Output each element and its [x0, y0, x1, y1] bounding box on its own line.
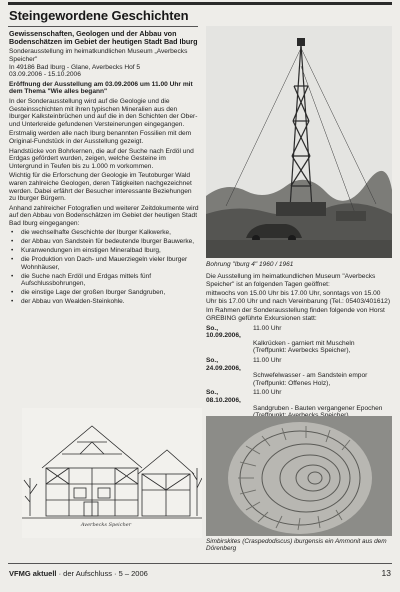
- paragraph-1: In der Sonderausstellung wird auf die Geologie und die Gesteinsschichten mit ihren typischen Mineralien aus den Iburger Kalksteinbrüchen und auf die in den Schichten der Ober- und Unterkreide gefundenen Versteinerungen eingegangen.: [9, 97, 198, 128]
- excursion-meeting-point: (Treffpunkt: Offenes Holz),: [253, 379, 331, 387]
- excursion-date: So., 08.10.2006,: [206, 389, 241, 404]
- footer-rule: [8, 563, 392, 564]
- list-item: • Kuranwendungen im einstigen Mineralbad Iburg,: [9, 247, 199, 255]
- excursion-date: So., 24.09.2006,: [206, 356, 241, 372]
- list-item: • die Suche nach Erdöl und Erdgas mittels fünf Aufschlussbohrungen,: [9, 273, 199, 288]
- sketch-caption: Averbecks Speicher: [80, 522, 132, 528]
- opening-hours-intro: Die Ausstellung im heimatkundlichen Museum "Averbecks Speicher" ist an folgenden Tagen geöffnet:: [206, 273, 376, 288]
- paragraph-5: Anhand zahlreicher Fotografien und weiterer Zeitdokumente wird auf den Abbau von Bodenschätzen im Gebiet der heutigen Stadt Bad Iburg eingegangen:: [9, 204, 199, 227]
- excursion-time: 11.00 Uhr: [253, 324, 282, 332]
- drilling-rig-image: [206, 26, 392, 258]
- title-rule: [8, 26, 198, 27]
- drilling-rig-photo: [206, 26, 392, 258]
- half-timbered-house-drawing: [22, 408, 202, 538]
- address-line: In 49186 Bad Iburg - Glane, Averbecks Hof 5: [9, 63, 141, 71]
- page-number: 13: [381, 568, 391, 578]
- house-sketch: [22, 408, 202, 538]
- footer: [9, 569, 148, 578]
- excursion-item: [206, 357, 392, 387]
- ammonite-caption: Simbirskites (Craspedodiscus) iburgensis ein Ammonit aus dem Dörenberg: [206, 538, 387, 553]
- list-item: • der Abbau von Wealden-Steinkohle.: [9, 298, 199, 306]
- excursion-time: 11.00 Uhr: [253, 356, 282, 364]
- page-title: Steingewordene Geschichten: [9, 8, 189, 23]
- excursion-topic: Kalkrücken - garniert mit Muscheln: [253, 339, 355, 347]
- footer-brand: VFMG aktuell: [9, 569, 57, 578]
- excursions-intro: Im Rahmen der Sonderausstellung finden folgende von Horst GREBING geführte Exkursionen statt:: [206, 307, 385, 322]
- excursion-item: [206, 325, 392, 355]
- paragraph-2: Erstmalig werden alle nach Iburg benannten Fossilien mit dem Original-Fundstück in der Ausstellung gezeigt.: [9, 130, 192, 145]
- list-item: • die Produktion von Dach- und Mauerziegeln vieler Iburger Wohnhäuser,: [9, 256, 199, 271]
- excursion-topic: Schwefelwasser - am Sandstein empor: [253, 372, 368, 380]
- list-item: • der Abbau von Sandstein für bedeutende Iburger Bauwerke,: [9, 238, 199, 246]
- right-column: [206, 273, 392, 438]
- top-rule: [8, 2, 392, 5]
- museum-line: Sonderausstellung im heimatkundlichen Museum „Averbecks Speicher": [9, 48, 188, 63]
- footer-issue: · der Aufschluss · 5 – 2006: [56, 569, 148, 578]
- photo-caption: Bohrung "Iburg 4" 1960 / 1961: [206, 261, 294, 268]
- ammonite-photo: [206, 416, 392, 536]
- dates-line: 03.09.2006 - 15.10.2006: [9, 71, 81, 79]
- list-item: • die einstige Lage der großen Iburger Sandgruben,: [9, 289, 199, 297]
- opening-line: Eröffnung der Ausstellung am 03.09.2006 um 11.00 Uhr mit dem Thema "Wie alles begann": [9, 80, 193, 96]
- left-column: [9, 30, 199, 307]
- excursion-meeting-point: (Treffpunkt: Averbecks Speicher),: [253, 347, 351, 355]
- list-item: • die wechselhafte Geschichte der Iburger Kalkwerke,: [9, 229, 199, 237]
- paragraph-4: Wichtig für die Erforschung der Geologie im Teutoburger Wald waren zahlreiche Geologen, deren Tätigkeiten nachgezeichnet werden. Dabei erfährt der Besucher interessante Beziehungen zu Iburger Bürgern.: [9, 172, 192, 203]
- excursion-date: So., 10.09.2006,: [206, 324, 241, 340]
- opening-hours: mittwochs von 15.00 Uhr bis 17.00 Uhr, sonntags von 15.00 Uhr bis 17.00 Uhr und nach Vereinbarung (Tel.: 05403/401612): [206, 290, 391, 305]
- excursion-topic: Sandgruben - Bauten vergangener Epochen: [253, 404, 383, 412]
- paragraph-3: Handstücke von Bohrkernen, die auf der Suche nach Erdöl und Erdgas gefördert wurden, zeigen, welche Gesteine im Untergrund in Teufen bis zu 1.000 m vorkommen.: [9, 147, 194, 170]
- bullet-list: [9, 229, 199, 306]
- excursion-time: 11.00 Uhr: [253, 389, 282, 397]
- article-heading: Gewissenschaften, Geologen und der Abbau von Bodenschätzen im Gebiet der heutigen Stadt Bad Iburg: [9, 29, 198, 47]
- ammonite-image: [206, 416, 392, 536]
